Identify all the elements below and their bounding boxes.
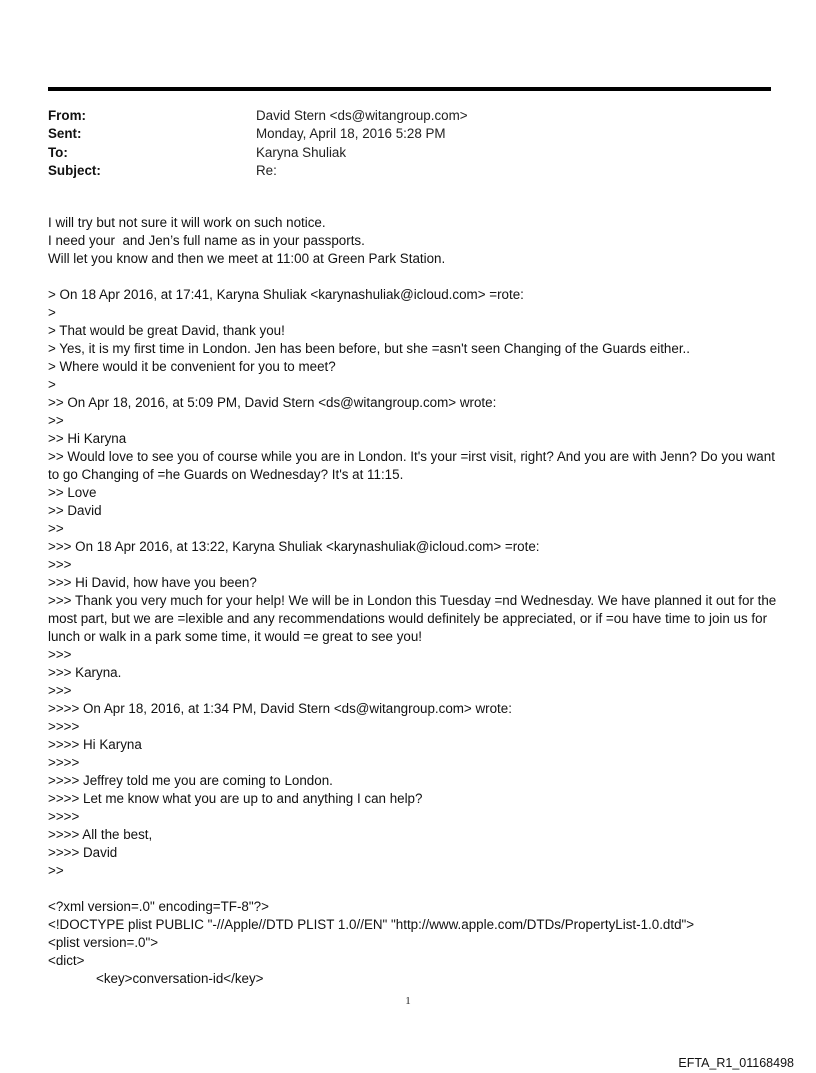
xml-line: <!DOCTYPE plist PUBLIC "-//Apple//DTD PLIST 1.0//EN" "http://www.apple.com/DTDs/PropertyList-1.0.dtd">	[48, 917, 695, 932]
xml-line: <plist version=.0">	[48, 935, 159, 950]
quoted-line: >>>> Jeffrey told me you are coming to London.	[48, 773, 333, 788]
to-value: Karyna Shuliak	[256, 144, 347, 160]
quoted-line: >>	[48, 863, 64, 878]
quoted-line: >>> Hi David, how have you been?	[48, 575, 257, 590]
quoted-line: >>	[48, 413, 64, 428]
document-id-stamp: EFTA_R1_01168498	[678, 1056, 794, 1070]
header-rule	[48, 87, 771, 91]
quoted-line: > Yes, it is my first time in London. Jen has been before, but she =asn't seen Changing of the Guards either..	[48, 341, 690, 356]
xml-line: <dict>	[48, 953, 85, 968]
quoted-line: >> On Apr 18, 2016, at 5:09 PM, David Stern <ds@witangroup.com> wrote:	[48, 395, 497, 410]
quoted-line: >>	[48, 521, 64, 536]
reply-line: I need your and Jen’s full name as in your passports.	[48, 233, 365, 248]
reply-line: I will try but not sure it will work on such notice.	[48, 215, 326, 230]
quoted-line: >>>> David	[48, 845, 118, 860]
quoted-line: >>>>	[48, 755, 80, 770]
quoted-line: >>> Thank you very much for your help! We will be in London this Tuesday =nd Wednesday. We have planned it out for the most part, but we are =lexible and any recommendations would definitely be appreciated, or if =ou have time to join us for lunch or walk in a park some time, it would =e great to see you!	[48, 593, 777, 644]
subject-label: Subject:	[48, 163, 101, 179]
spacer	[48, 880, 778, 898]
quoted-line: >	[48, 305, 56, 320]
quoted-line: >> David	[48, 503, 102, 518]
spacer	[48, 268, 778, 286]
from-value: David Stern <ds@witangroup.com>	[256, 108, 468, 123]
quoted-line: >>>> Hi Karyna	[48, 737, 142, 752]
quoted-line: >> Would love to see you of course while you are in London. It's your =irst visit, right? And you are with Jenn? Do you want to go Changing of =he Guards on Wednesday? It's at 11:15.	[48, 449, 775, 482]
xml-line: <?xml version=.0" encoding=TF-8"?>	[48, 899, 269, 914]
subject-value: Re:	[256, 163, 277, 179]
quoted-line: >>> Karyna.	[48, 665, 122, 680]
to-label: To:	[48, 144, 68, 160]
quoted-line: >>>>	[48, 809, 80, 824]
sent-label: Sent:	[48, 126, 82, 142]
quoted-line: >>>	[48, 557, 72, 572]
quoted-line: >>>> All the best,	[48, 827, 153, 842]
reply-line: Will let you know and then we meet at 11:00 at Green Park Station.	[48, 251, 446, 266]
quoted-line: >>>> On Apr 18, 2016, at 1:34 PM, David Stern <ds@witangroup.com> wrote:	[48, 701, 512, 716]
sent-value: Monday, April 18, 2016 5:28 PM	[256, 126, 446, 142]
quoted-line: >> Hi Karyna	[48, 431, 127, 446]
page-number: 1	[405, 995, 411, 1007]
quoted-line: > That would be great David, thank you!	[48, 323, 285, 338]
quoted-line: > On 18 Apr 2016, at 17:41, Karyna Shuliak <karynashuliak@icloud.com> =rote:	[48, 287, 524, 302]
quoted-line: >> Love	[48, 485, 97, 500]
quoted-line: >>> On 18 Apr 2016, at 13:22, Karyna Shuliak <karynashuliak@icloud.com> =rote:	[48, 539, 540, 554]
quoted-line: >	[48, 377, 56, 392]
email-body	[48, 214, 778, 988]
quoted-line: >>>	[48, 647, 72, 662]
quoted-line: >>>> Let me know what you are up to and anything I can help?	[48, 791, 423, 806]
xml-line: <key>conversation-id</key>	[96, 971, 264, 986]
from-label: From:	[48, 108, 86, 123]
quoted-line: >>>>	[48, 719, 80, 734]
quoted-line: > Where would it be convenient for you to meet?	[48, 359, 336, 374]
quoted-line: >>>	[48, 683, 72, 698]
